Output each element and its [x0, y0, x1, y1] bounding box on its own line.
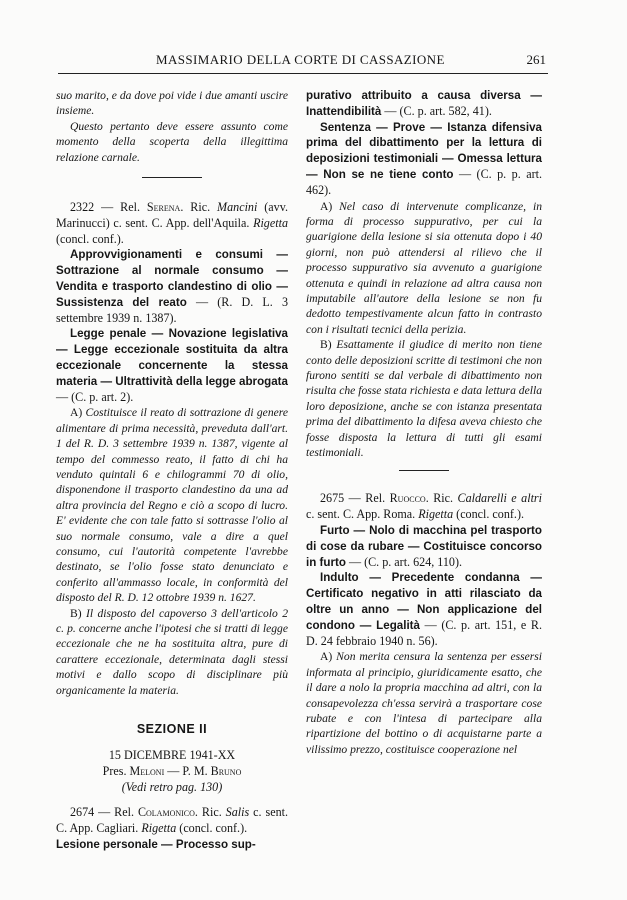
divider: [142, 177, 202, 178]
divider: [399, 470, 449, 471]
section-reference: (Vedi retro pag. 130): [121, 779, 223, 794]
header-rule: [58, 73, 548, 74]
case-2674-para-a: A) Nel caso di intervenute complicanze, in forma di processo suppurativo, per cui la guarigione della lesione si sia ottenuta dopo i 40 giorni, non può attendersi al rilievo che il processo suppurativo sia avvenuto a guarigione ottenuta e quindi in relazione ad altra causa non imputabile all'autore della lesione se non fu dedotto tempestivamente alcun fatto in contrasto con i risultati tecnici della perizia.: [306, 199, 542, 336]
section-date: 15 DICEMBRE 1941-XX: [108, 747, 236, 762]
case-2674-citation: 2674 — Rel. Colamonico. Ric. Salis c. sent. C. App. Cagliari. Rigetta (concl. conf.).: [56, 805, 288, 836]
left-column: [56, 88, 288, 853]
section-title: SEZIONE II: [136, 722, 208, 737]
case-2322-heading-2: Legge penale — Novazione legislativa — Legge eccezionale sostituita da altra eccezionale concernente la stessa materia — Ultrattività della legge abrogata — (C. p. art. 2).: [56, 327, 288, 404]
case-2322-para-b: B) Il disposto del capoverso 3 dell'articolo 2 c. p. concerne anche l'ipotesi che si tratti di legge eccezionale che ne ha sostituita altra, pure di carattere eccezionale, determinata dagli stessi motivi e dallo scopo di disciplinare più organicamente la materia.: [56, 606, 288, 697]
case-2674-heading-end: purativo attribuito a causa diversa — Inattendibilità — (C. p. art. 582, 41).: [306, 89, 542, 118]
right-column: [306, 88, 542, 757]
case-2674-heading-start: Lesione personale — Processo sup-: [56, 837, 256, 851]
case-2322-para-a: A) Costituisce il reato di sottrazione di genere alimentare di prima necessità, preveduta dall'art. 1 del R. D. 3 settembre 1939 n. 1387, vigente al tempo del commesso reato, il fatto di chi ha venduto quintali 6 e chilogrammi 70 di olio, disponendone il trasporto clandestino da una ad altra provincia del Regno e ciò a scopo di lucro. E' evidente che con tale fatto si sottrasse l'olio al suo normale consumo, vale a dire a quel consumo, cui l'autorità competente l'avrebbe destinato, se l'olio fosse stato denunciato e conferito all'ammasso locale, in conformità del disposto del R. D. 12 ottobre 1939 n. 1627.: [56, 406, 288, 605]
case-2675-heading-1: Furto — Nolo di macchina pel trasporto di cose da rubare — Costituisce concorso in furto — (C. p. art. 624, 110).: [306, 524, 542, 569]
page-number: 261: [526, 52, 546, 67]
section-presidency: Pres. Meloni — P. M. Bruno: [102, 763, 242, 778]
continued-text-2: Questo pertanto deve essere assunto come momento della scoperta della illegittima relazione carnale.: [56, 119, 288, 164]
continued-text: suo marito, e da dove poi vide i due amanti uscire insieme.: [56, 89, 288, 118]
case-2322-heading-1: Approvvigionamenti e consumi — Sottrazione al normale consumo — Vendita e trasporto clandestino di olio — Sussistenza del reato — (R. D. L. 3 settembre 1939 n. 1387).: [56, 248, 289, 325]
running-header: [58, 52, 546, 72]
header-title: MASSIMARIO DELLA CORTE DI CASSAZIONE: [156, 52, 445, 67]
case-2675-para-a: A) Non merita censura la sentenza per essersi informata al principio, giuridicamente esatto, che il dare a nolo la propria macchina ad altri, con la consapevolezza ch'essa servirà a trasportare cose rubate e con l'intesa di partecipare alla ripartizione del bottino o di acquistarne parte a vilissimo prezzo, costituisce cooperazione nel: [306, 650, 542, 756]
case-2675-citation: 2675 — Rel. Ruocco. Ric. Caldarelli e altri c. sent. C. App. Roma. Rigetta (concl. conf.).: [306, 491, 543, 522]
case-2675-heading-2: Indulto — Precedente condanna — Certificato negativo in atti rilasciato da oltre un anno — Non applicazione del condono — Legalità — (C. p. art. 151, e R. D. 24 febbraio 1940 n. 56).: [306, 571, 542, 648]
case-2674-heading-2: Sentenza — Prove — Istanza difensiva prima del dibattimento per la lettura di deposizioni testimoniali — Omessa lettura — Non se ne tiene conto — (C. p. p. art. 462).: [306, 120, 542, 197]
case-2674-para-b: B) Esattamente il giudice di merito non tiene conto delle deposizioni scritte di testimoni che non furono sentiti se dal verbale di dibattimento non risulta che fosse stata richiesta e data lettura della loro deposizione, anche se con istanza presentata prima del dibattimento la difesa aveva chiesto che fosse disposta la lettura di tutti gli esami testimoniali.: [306, 338, 542, 460]
case-2322-citation: 2322 — Rel. Serena. Ric. Mancini (avv. Marinucci) c. sent. C. App. dell'Aquila. Rigetta (concl. conf.).: [56, 200, 289, 246]
